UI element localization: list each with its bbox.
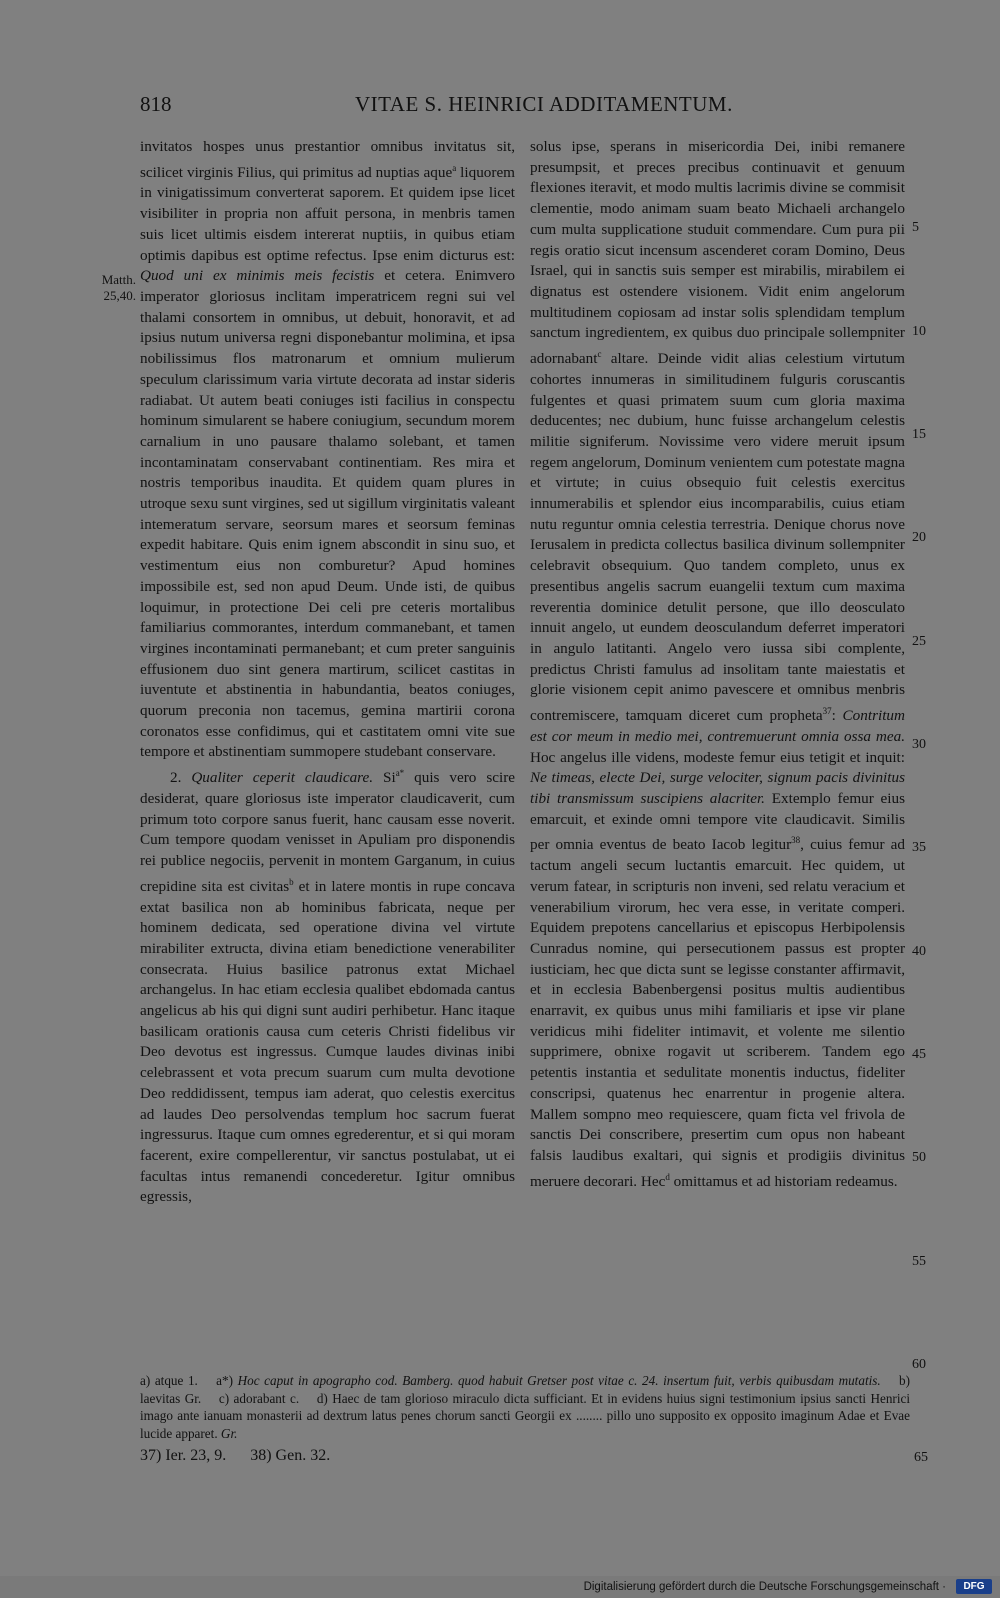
line-number: 10 [912,324,926,339]
line-number: 20 [912,530,926,545]
line-number: 30 [912,737,926,752]
footnote-d-end: Gr. [220,1425,238,1441]
line-number: 50 [912,1150,926,1165]
source-38: 38) Gen. 32. [250,1447,331,1464]
footnotes [140,1372,910,1442]
line-number: 25 [912,634,926,649]
footnote-c: c) adorabant c. [218,1390,300,1406]
line-number: 55 [912,1254,926,1269]
source-37: 37) Ier. 23, 9. [140,1447,227,1464]
left-paragraph-2: 2. Qualiter ceperit claudicare. $Si^{a*}$ quis vero scire desiderat, quare gloriosus iste imperator claudicaverit, cum primum toto corpore sanus fuerit, hanc causam esse noverit. Cum tempore quodam venisset in Apuliam pro disponendis rei publice negociis, pervenit in montem Garganum, in cuius crepidine sita est civitas$^b$ et in latere montis in rupe concava extat basilica non ab hominibus fabricata, neque per hominem dedicata, sed operatione divina vel virtute mirabiliter extructa, divina etiam benedictione venerabiliter consecrata. Huius basilice patronus extat Michael archangelus. In hac etiam ecclesia qualibet ebdomada cantus angelicus ab his qui digni sunt audiri perhibetur. Hanc itaque basilicam orationis causa cum ceteris Christi fidelibus vir Deo devotus est ingressus. Cumque laudes divinas inibi celebrassent et vota precum suarum cum multa devotione Deo reddidissent, tempus iam aderat, quo celestis exercitus ad laudes Deo persolvendas templum hoc sacrum fuerat ingressurus. Itaque cum omnes egrederentur, et si qui moram facerent, exire compellerentur, vir sanctus postulabat, ut ei facultas intus remanendi concederetur. Igitur omnibus egressis, [140,768,516,1206]
footnote-b: b) laevitas Gr. [140,1373,911,1406]
line-number: 45 [912,1047,926,1062]
line-number: 5 [912,220,919,235]
footnote-astar-label: a*) [216,1373,234,1388]
line-number: 35 [912,840,926,855]
footnote-astar-text: Hoc caput in apographo cod. Bamberg. quod habuit Gretser post vitae c. 24. insertum fuit, verbis quibusdam mutatis. [237,1373,881,1388]
footnote-a: a) atque 1. [140,1373,198,1388]
line-number: 65 [914,1450,928,1465]
right-column [530,137,905,1192]
source-references [140,1447,330,1465]
line-number: 15 [912,427,926,442]
line-number: 40 [912,944,926,959]
dfg-logo: DFG [956,1579,992,1594]
margin-note-matth: Matth. 25,40. [101,272,136,303]
left-paragraph-1: invitatos hospes unus prestantior omnibus invitatus sit, scilicet virginis Filius, qui primitus ad nuptias aque$^a$ liquorem in vinigatissimum converterat saporem. Et quidem ipse licet visibiliter in propria non affuit persona, in menbris tamen suis licet ultimis eisdem intererat nuptiis, in quibus etiam optimis dapibus est optime refectus. Ipse enim dicturus est: Quod uni ex minimis meis fecistis et cetera. Enimvero imperator gloriosus inclitam imperatricem regni sui vel thalami consortem in omnibus, ut debuit, honoravit, et ad ipsius nutum universa regni disponebantur molimina, et ipsa nobilissimus flos matronarum et omnium mulierum speculum clarissimum varia virtute decorata ad instar sideris radiabat. Ut autem beati coniuges isti facilius in conspectu hominum simularent se habere coniugium, secundum morem carnalium in uno pausare thalamo solebant, et tamen incontaminatam conservabant continentiam. Res mira et nostris temporibus inaudita. Et quidem quam plures in utroque sexu sunt virgines, sed ut sigillum virginitatis valeant intemeratum servare, seorsum mares et seorsum feminas expedit habitare. Quis enim ignem abscondit in sinu suo, et vestimentum eius non comburetur? Apud homines impossibile est, sed non apud Deum. Unde isti, de quibus loquimur, in protectione Dei celi pre ceteris mortalibus familiarius commorantes, interdum commanebant, et tamen virgines incontaminati permanebant; et cum preter sanguinis effusionem duo sint genera martirum, scilicet castitas in iuventute et abstinentia in habundantia, beatos coniuges, quorum preconia non tacemus, gemina martirii corona coronatos esse confidimus, qui et castitatem omni vite sue tempore et abstinentiam summopere studebant conservare. [140,138,516,761]
page-number: 818 [140,92,172,116]
digitization-credit: Digitalisierung gefördert durch die Deutsche Forschungsgemeinschaft · [583,1581,946,1593]
right-paragraph-1: solus ipse, sperans in misericordia Dei, inibi remanere presumpsit, et preces precibus continuavit et genuum flexiones iteravit, et modo multis lacrimis divine se commisit clementie, modo animam suam beato Michaeli archangelo cum multa supplicatione studuit commendare. Cum pura pii regis oratio sicut incensum ascenderet coram Domino, Deus Israel, qui in sanctis suis semper est mirabilis, mirabilem ei dignatus est ostendere visionem. Vidit enim angelorum multitudinem copiosam ad instar solis splendidam templum sanctum ingredientem, ex quibus duo principale sollempniter adornabant$^c$ altare. Deinde vidit alias celestium virtutum cohortes innumeras in similitudinem fulguris coruscantis fulgentes et quasi primatem suum cum gloria maxima deducentes; nec dubium, hunc fuisse archangelum celestis militie signiferum. Novissime vero videre meruit ipsum regem angelorum, Dominum venientem cum potestate magna et virtute; in cuius obsequio fuit celestis exercitus innumerabilis et splendor eius incomparabilis, cuius etiam nutu reguntur omnia celestia terrestria. Denique chorus nove Ierusalem in predicta collectus basilica divinum sollempniter celebravit obsequium. Quo tandem completo, unus ex presentibus angelis sacrum euangelii textum cum maxima reverentia dominice detulit persone, que illo deosculato innuit angelo, ut eundem deosculandum deferret imperatori in angulo latitanti. Angelo vero iussa sibi complente, predictus Christi famulus ad insolitam tante maiestatis et glorie visionem cepit animo pavescere et omnibus menbris contremiscere, tamquam diceret cum propheta$^{37}$: Contritum est cor meum in medio mei, contremuerunt omnia ossa mea. Hoc angelus ille videns, modeste femur eius tetigit et inquit: Ne timeas, electe Dei, surge velociter, signum pacis divinitus tibi transmissum suscipiens alacriter. Extemplo femur eius emarcuit, et exinde omni tempore vite claudicavit. Similis per omnia eventus de beato Iacob legitur$^{38}$, cuius femur ad tactum angeli secum luctantis emarcuit. Hec quidem, ut verum fatear, in scripturis non inveni, sed relatu veracium et venerabilium virorum, hec vera esse, in veritate comperi. Equidem prepotens cancellarius et episcopus Herbipolensis Cunradus nomine, qui persecutionem passus est propter iusticiam, hec que dicta sunt se legisse constanter affirmavit, et in ecclesia Babenbergensi positus multis audientibus enarravit, ex quibus unus mihi familiaris et ipse vir plane veridicus mihi fideliter intimavit, et volente me silentio supprimere, obnixe rogavit ut scriberem. Tandem ego petentis instantia et sedulitate monentis inductus, fideliter conscripsi, quatenus hec enarrentur in progenie altera. Mallem sompno meo requiescere, quam ficta vel frivola de sanctis Dei conscribere, presertim cum opus non habeant falsis laudibus exaltari, qui signis et prodigiis divinitus meruere decorari. Hec$^d$ omittamus et ad historiam redeamus. [530,138,906,1190]
running-title: VITAE S. HEINRICI ADDITAMENTUM. [355,92,733,116]
line-number: 60 [912,1357,926,1372]
footnote-d: d) Haec de tam glorioso miraculo dicta sufficiant. Et in evidens huius signi testimonium ipsius sancti Henrici imago ante ianuam monasterii ad dextrum latus penes chorum sancti Georgii ex ........ pillo uno supposito ex opposito imaginum Adae et Evae lucide apparet. [140,1390,910,1441]
left-column [140,137,515,1208]
